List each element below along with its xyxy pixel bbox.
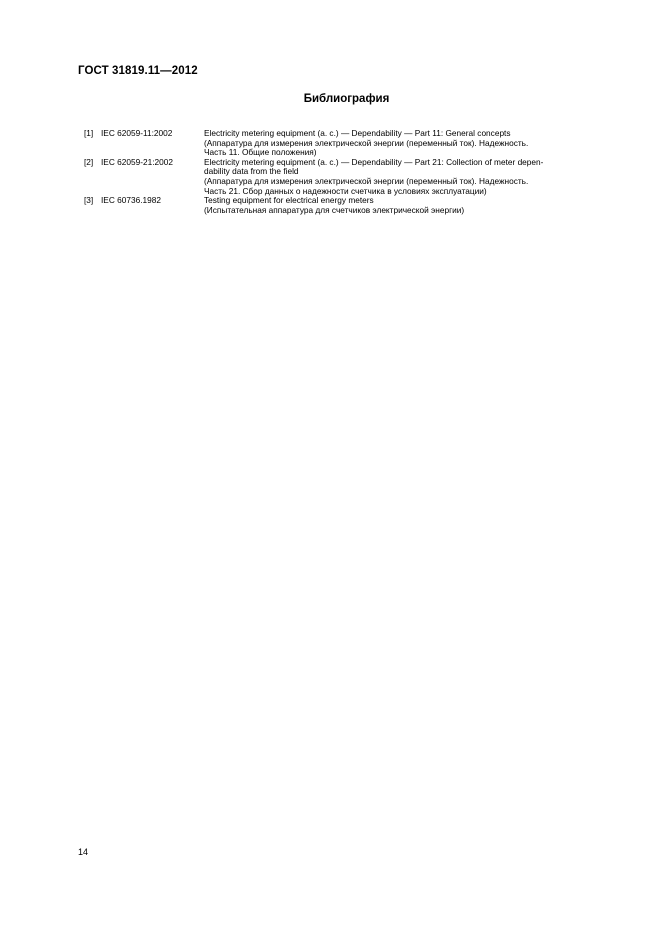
entry-line: dability data from the field [204,166,299,177]
page-number: 14 [78,847,89,857]
bibliography-reference [84,158,204,196]
entry-line: Electricity metering equipment (a. c.) — Dependability — Part 11: General concepts [204,128,511,138]
entry-line: Electricity metering equipment (a. c.) — Dependability — Part 21: Collection of meter depen- [204,156,544,167]
bibliography-entry [84,129,610,158]
standard-designation: IEC 60736.1982 [101,195,161,206]
entry-number: [2] [84,156,94,167]
entry-description [204,129,610,158]
entry-number: [3] [84,195,94,206]
section-title: Библиография [303,93,390,105]
bibliography-list [84,129,610,215]
entry-line: Часть 11. Общие положения) [204,147,317,158]
bibliography-entry [84,196,610,215]
entry-number: [1] [84,128,94,138]
entry-description [204,196,610,215]
entry-line: Часть 21. Сбор данных о надежности счетчика в условиях эксплуатации) [204,185,487,196]
entry-line: (Испытательная аппаратура для счетчиков электрической энергии) [204,204,465,215]
entry-line: (Аппаратура для измерения электрической энергии (переменный ток). Надежность. [204,137,529,148]
document-header-code: ГОСТ 31819.11—2012 [78,65,198,77]
bibliography-entry [84,158,610,196]
bibliography-reference [84,129,204,158]
standard-designation: IEC 62059-21:2002 [101,156,173,167]
standard-designation: IEC 62059-11:2002 [101,128,173,138]
entry-line: Testing equipment for electrical energy meters [204,195,374,206]
bibliography-reference [84,196,204,215]
entry-description [204,158,610,196]
entry-line: (Аппаратура для измерения электрической энергии (переменный ток). Надежность. [204,175,529,186]
